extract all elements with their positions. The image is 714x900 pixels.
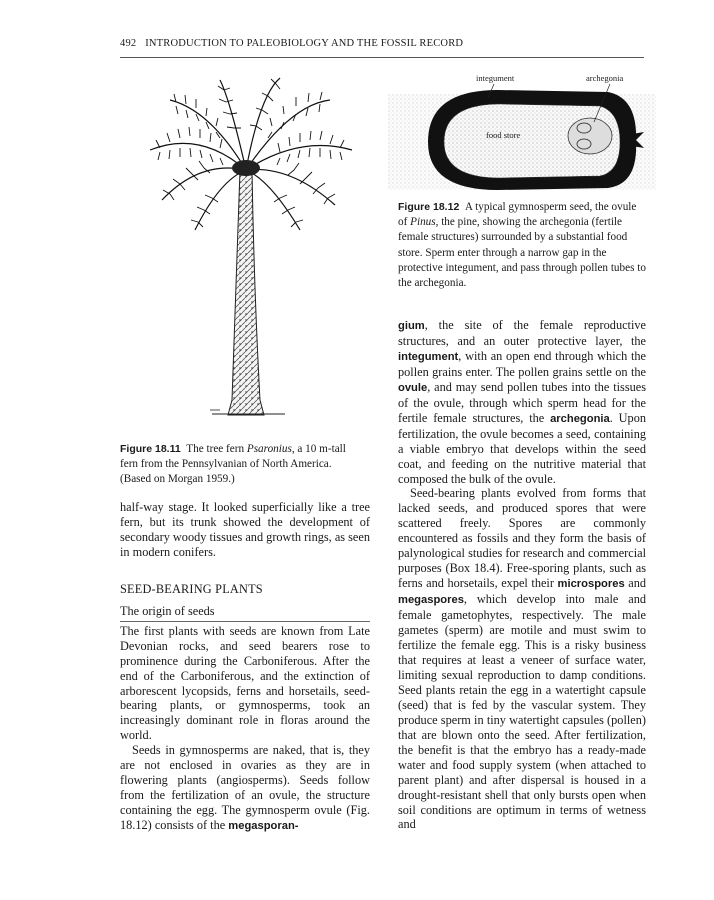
key-term: microspores <box>557 578 625 591</box>
key-term: megasporan- <box>228 820 299 833</box>
running-title: INTRODUCTION TO PALEOBIOLOGY AND THE FOSSIL RECORD <box>145 38 464 49</box>
key-term: ovule <box>398 381 428 394</box>
header-rule <box>120 57 644 58</box>
label-archegonia: archegonia <box>586 73 624 83</box>
key-term: integument <box>398 350 459 363</box>
key-term: archegonia <box>550 412 610 425</box>
figure-label: Figure 18.12 <box>398 201 460 213</box>
section-heading: SEED-BEARING PLANTS <box>120 581 263 596</box>
figure-18-11-caption: Figure 18.11 The tree fern Psaronius, a 10 m-tall fern from the Pennsylvanian of North America. (Based on Morgan 1959.) <box>120 443 346 486</box>
body-paragraph: The first plants with seeds are known from Late Devonian rocks, and seed bearers rose to prominence during the Carboniferous. After the end of the Carboniferous, and the extinction of arborescent lycopsids, ferns and horsetails, seed-bearing plants, or gymnosperms, took an increasingly dominant role in floras around the world. <box>120 623 370 743</box>
label-food-store: food store <box>486 130 521 140</box>
left-text-column <box>120 500 370 834</box>
right-text-column <box>398 318 646 832</box>
tree-trunk <box>228 170 264 415</box>
body-paragraph: Seed-bearing plants evolved from forms that lacked seeds, and produced spores that were scattered freely. Spores are commonly encountered as fossils and they form the basis of palynological studies for research and commercial purposes (Box 18.4). Free-sporing plants, such as ferns and horsetails, expel their microspores and megaspores, which develop into male and female gametophytes, respectively. The male gametes (sperm) are motile and must swim to fertilize the female egg. This is a risky business that requires at least a veneer of surface water, limiting sexual reproduction to damp conditions. Seed plants retain the egg in a watertight capsule (seed) that is fed by the vascular system. They produce sperm in tiny watertight capsules (pollen) that are blown onto the seed. After fertilization, the benefit is that the embryo has a ready-made water and food supply system (when attached to parent plant) and after dispersal is housed in a drought-resistant shell that only bursts open when soil conditions are optimum in terms of wetness and <box>398 486 646 832</box>
figure-18-12-caption: Figure 18.12 A typical gymnosperm seed, the ovule of Pinus, the pine, showing the archegonia (fertile female structures) surrounded by a substantial food store. Sperm enter through a narrow gap in the protective integument, and pass through pollen tubes to the archegonia. <box>398 201 646 290</box>
body-paragraph: Seeds in gymnosperms are naked, that is, they are not enclosed in ovaries as they are in flowering plants (angiosperms). Seeds follow from the fertilization of an ovule, the structure containing the egg. The gymnosperm ovule (Fig. 18.12) consists of the megasporan- <box>120 743 370 833</box>
key-term: gium <box>398 320 425 332</box>
tree-fern-illustration <box>140 70 360 430</box>
running-header <box>120 38 644 49</box>
page-number: 492 <box>120 38 137 49</box>
figure-label: Figure 18.11 <box>120 443 181 455</box>
key-term: megaspores <box>398 594 464 607</box>
continuation-paragraph: half-way stage. It looked superficially like a tree fern, but its trunk showed the development of secondary woody tissues and growth rings, as seen in modern conifers. <box>120 500 370 559</box>
subsection-heading: The origin of seeds <box>120 604 370 622</box>
label-integument: integument <box>476 73 515 83</box>
gymnosperm-seed-illustration <box>388 70 656 190</box>
body-paragraph: gium, the site of the female reproductive structures, and an outer protective layer, the integument, with an open end through which the pollen grains enter. The pollen grains settle on the ovule, and may send pollen tubes into the tissues of the ovule, through which sperm head for the fertile female structures, the archegonia. Upon fertilization, the ovule becomes a seed, containing a viable embryo that develops within the seed coat, and feeding on the nutritive material that composed the bulk of the ovule. <box>398 318 646 486</box>
